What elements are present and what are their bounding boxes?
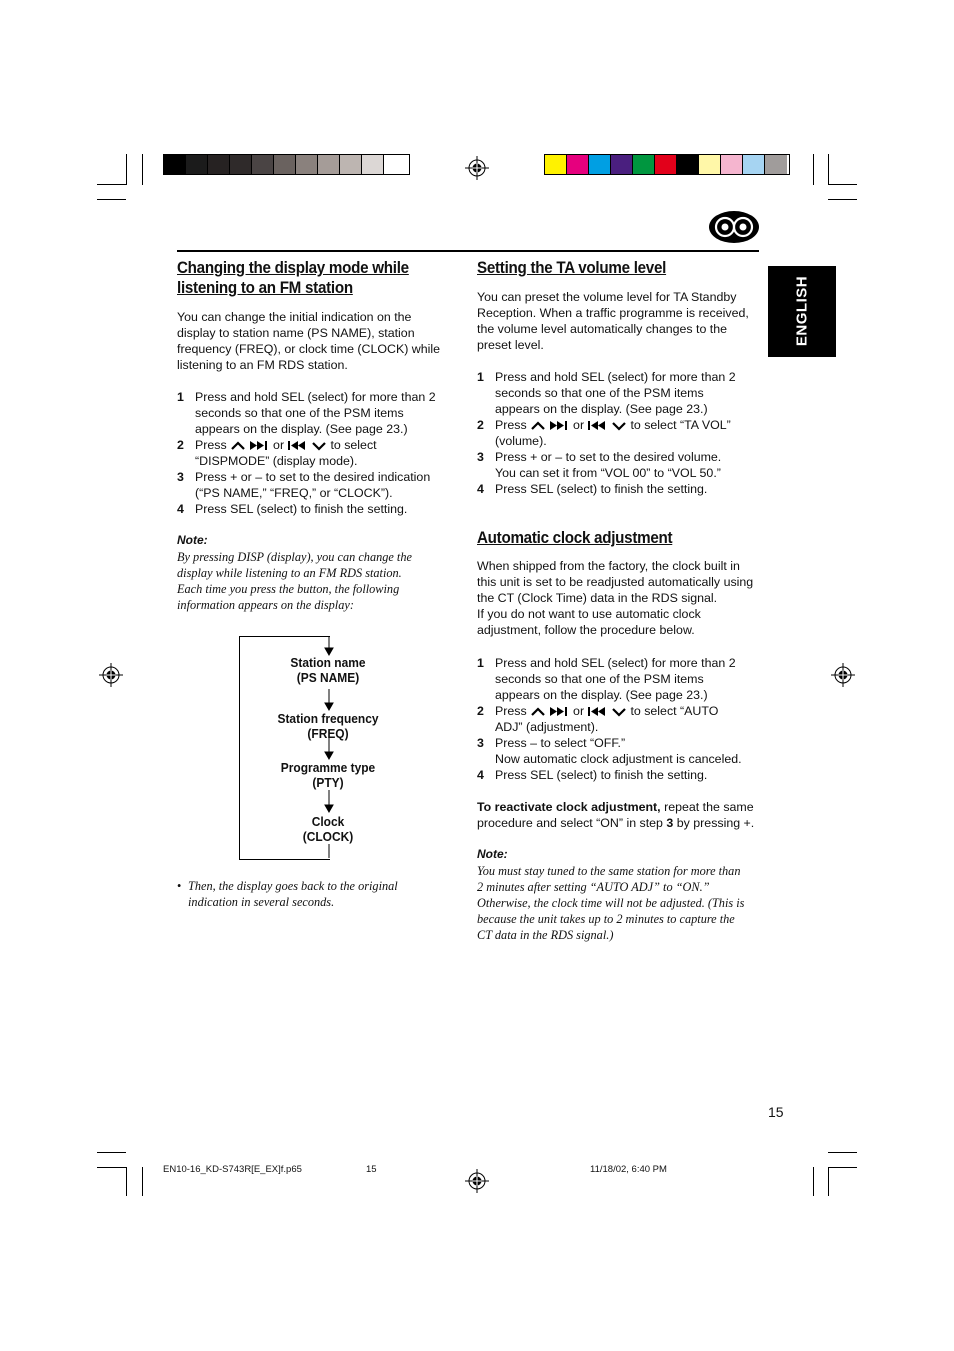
up-chevron-icon <box>530 421 546 431</box>
flow-station-frequency: Station frequency (FREQ) <box>277 712 379 741</box>
prev-track-icon <box>588 421 608 430</box>
left-intro: You can change the initial indication on the display to station name (PS NAME), station frequency (FREQ), or clock time (CLOCK) while listening to an FM RDS station. <box>177 310 441 372</box>
ta-heading: Setting the TA volume level <box>477 259 667 277</box>
color-swatch <box>340 155 362 174</box>
color-swatch <box>545 155 567 174</box>
color-calibration-bar <box>544 154 790 175</box>
color-swatch <box>230 155 252 174</box>
ta-step-1: 1 Press and hold SEL (select) for more than 2 seconds so that one of the PSM items appears on the display. (See page 23.) <box>477 370 736 416</box>
flow-programme-type: Programme type (PTY) <box>280 761 376 790</box>
clock-note-label: Note: <box>477 847 508 861</box>
registration-mark-icon <box>465 1169 489 1193</box>
color-swatch <box>252 155 274 174</box>
clock-intro: When shipped from the factory, the clock built in this unit is set to be readjusted automatically using the CT (Clock Time) data in the RDS signal. If you do not want to use automatic clock adjustment, follow the procedure below. <box>477 559 754 637</box>
left-heading: Changing the display mode while listening to an FM station <box>177 259 409 297</box>
left-note-text: By pressing DISP (display), you can change the display while listening to an FM RDS station. Each time you press the button, the following information appears on the display: <box>177 550 412 612</box>
color-swatch <box>567 155 589 174</box>
footer-datetime: 11/18/02, 6:40 PM <box>590 1164 667 1175</box>
footer-file: EN10-16_KD-S743R[E_EX]f.p65 <box>163 1164 302 1175</box>
clock-heading: Automatic clock adjustment <box>477 529 673 547</box>
color-swatch <box>186 155 208 174</box>
color-swatch <box>743 155 765 174</box>
next-track-icon <box>550 707 570 716</box>
clock-note-text: You must stay tuned to the same station for more than 2 minutes after setting “AUTO ADJ” to “ON.” Otherwise, the clock time will not be adjusted. (This is because the unit takes up to 2 minutes to capture the CT data in the RDS signal.) <box>477 864 745 942</box>
color-swatch <box>318 155 340 174</box>
up-chevron-icon <box>530 707 546 717</box>
clock-step-3: 3 Press – to select “OFF.” Now automatic clock adjustment is canceled. <box>477 736 742 766</box>
registration-mark-icon <box>831 663 855 687</box>
down-chevron-icon <box>611 707 627 717</box>
color-swatch <box>721 155 743 174</box>
ta-step-2: 2 Press or to select “TA VOL” (volume). <box>477 418 731 448</box>
color-swatch <box>633 155 655 174</box>
left-step-1: 1 Press and hold SEL (select) for more than 2 seconds so that one of the PSM items appears on the display. (See page 23.) <box>177 390 436 436</box>
color-swatch <box>164 155 186 174</box>
registration-mark-icon <box>465 156 489 180</box>
color-swatch <box>384 155 406 174</box>
section-rule <box>177 250 759 252</box>
rds-logo-icon <box>708 210 760 244</box>
down-chevron-icon <box>311 441 327 451</box>
footer-page: 15 <box>366 1164 377 1175</box>
color-swatch <box>765 155 787 174</box>
down-chevron-icon <box>611 421 627 431</box>
color-swatch <box>611 155 633 174</box>
color-swatch <box>274 155 296 174</box>
color-swatch <box>208 155 230 174</box>
prev-track-icon <box>288 441 308 450</box>
left-note-label: Note: <box>177 533 208 547</box>
color-swatch <box>699 155 721 174</box>
reactivate-text: To reactivate clock adjustment, repeat the same procedure and select “ON” in step 3 by pressing +. <box>477 800 755 830</box>
flow-station-name: Station name (PS NAME) <box>290 656 366 685</box>
left-step-4: 4 Press SEL (select) to finish the setting. <box>177 502 408 516</box>
bullet-note: • <box>177 879 182 893</box>
left-step-3: 3 Press + or – to set to the desired indication (“PS NAME,” “FREQ,” or “CLOCK”). <box>177 470 431 500</box>
left-step-2: 2 Press or to select “DISPMODE” (display mode). <box>177 438 377 468</box>
up-chevron-icon <box>230 441 246 451</box>
clock-step-4: 4 Press SEL (select) to finish the setting. <box>477 768 708 782</box>
clock-step-1: 1 Press and hold SEL (select) for more than 2 seconds so that one of the PSM items appears on the display. (See page 23.) <box>477 656 736 702</box>
color-swatch <box>362 155 384 174</box>
color-swatch <box>296 155 318 174</box>
ta-intro: You can preset the volume level for TA Standby Reception. When a traffic programme is received, the volume level automatically changes to the preset level. <box>477 290 749 352</box>
next-track-icon <box>250 441 270 450</box>
language-tab: ENGLISH <box>768 266 836 357</box>
bullet-note-text: Then, the display goes back to the original indication in several seconds. <box>188 879 398 909</box>
prev-track-icon <box>588 707 608 716</box>
color-swatch <box>589 155 611 174</box>
color-swatch <box>677 155 699 174</box>
color-swatch <box>655 155 677 174</box>
ta-step-3: 3 Press + or – to set to the desired volume. You can set it from “VOL 00” to “VOL 50.” <box>477 450 722 480</box>
ta-step-4: 4 Press SEL (select) to finish the setting. <box>477 482 708 496</box>
clock-step-2: 2 Press or to select “AUTO ADJ” (adjustment). <box>477 704 719 734</box>
grayscale-calibration-bar <box>163 154 410 175</box>
registration-mark-icon <box>99 663 123 687</box>
flow-clock: Clock (CLOCK) <box>302 815 354 844</box>
page-number: 15 <box>768 1104 784 1120</box>
next-track-icon <box>550 421 570 430</box>
